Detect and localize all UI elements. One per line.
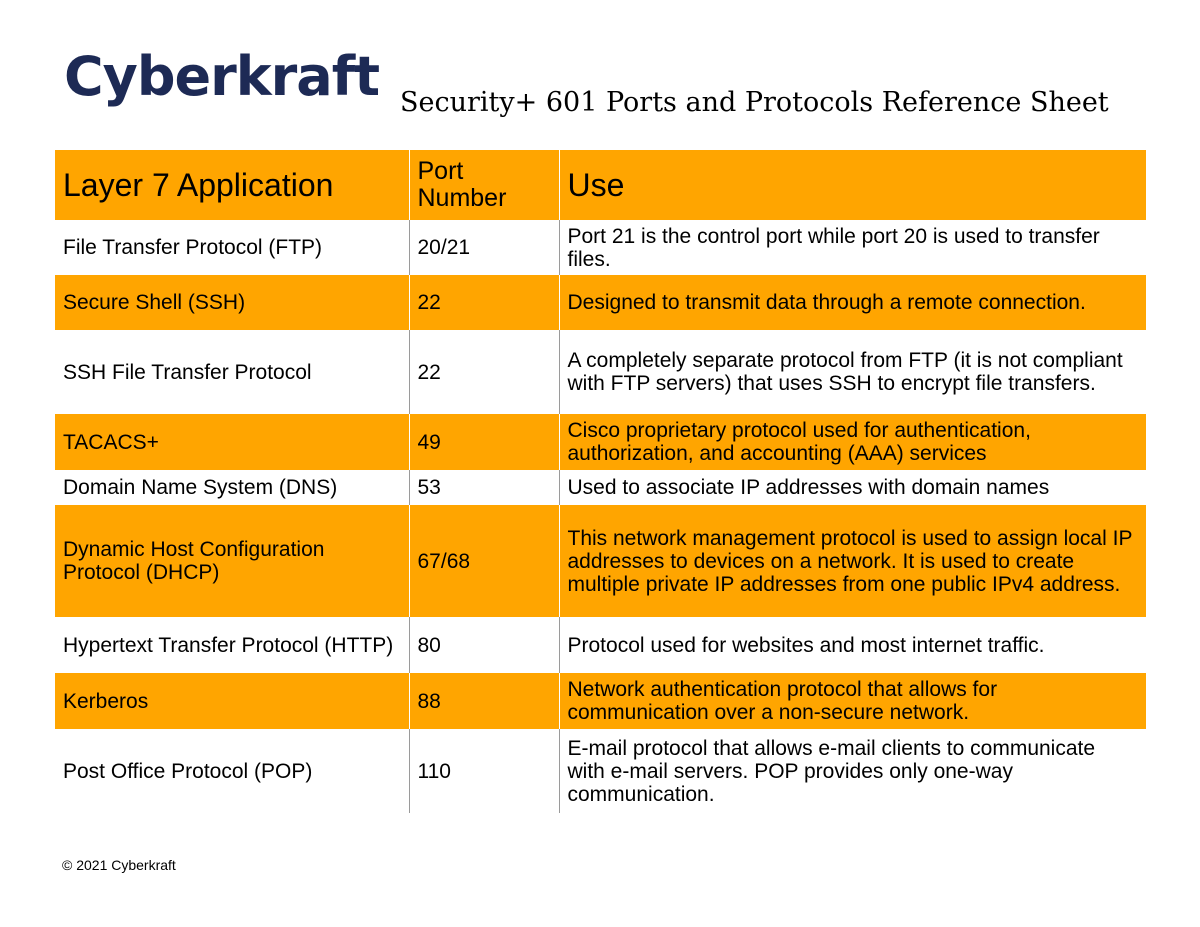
cell-port: 53: [409, 470, 559, 505]
table-row: [55, 414, 1146, 470]
cell-application: Kerberos: [55, 673, 409, 729]
cell-use: A completely separate protocol from FTP (it is not compliant with FTP servers) that uses SSH to encrypt file transfers.: [559, 330, 1146, 414]
table-row: [55, 729, 1146, 813]
cell-use: Designed to transmit data through a remote connection.: [559, 275, 1146, 330]
ports-protocols-table: [55, 150, 1146, 813]
cell-port: 88: [409, 673, 559, 729]
table-row: [55, 505, 1146, 617]
column-header-use: Use: [559, 150, 1146, 220]
cyberkraft-logo: [64, 45, 380, 108]
cell-port: 20/21: [409, 220, 559, 275]
cell-use: This network management protocol is used to assign local IP addresses to devices on a network. It is used to create multiple private IP addresses from one public IPv4 address.: [559, 505, 1146, 617]
cell-use: Port 21 is the control port while port 20 is used to transfer files.: [559, 220, 1146, 275]
cell-use: Network authentication protocol that allows for communication over a non-secure network.: [559, 673, 1146, 729]
logo-text-kraft: kraft: [235, 45, 380, 108]
page-title: Security+ 601 Ports and Protocols Reference Sheet: [400, 87, 1109, 118]
cell-application: SSH File Transfer Protocol: [55, 330, 409, 414]
column-header-port: Port Number: [409, 150, 559, 220]
logo-text-cyber: Cyber: [64, 45, 236, 108]
cell-application: Hypertext Transfer Protocol (HTTP): [55, 617, 409, 673]
table-row: [55, 275, 1146, 330]
column-header-application: Layer 7 Application: [55, 150, 409, 220]
cell-application: File Transfer Protocol (FTP): [55, 220, 409, 275]
cell-port: 49: [409, 414, 559, 470]
cell-application: Secure Shell (SSH): [55, 275, 409, 330]
cell-use: E-mail protocol that allows e-mail clients to communicate with e-mail servers. POP provides only one-way communication.: [559, 729, 1146, 813]
cell-port: 110: [409, 729, 559, 813]
cell-use: Protocol used for websites and most internet traffic.: [559, 617, 1146, 673]
table-row: [55, 617, 1146, 673]
cell-port: 22: [409, 330, 559, 414]
table-row: [55, 330, 1146, 414]
cell-application: Dynamic Host Configuration Protocol (DHCP): [55, 505, 409, 617]
cell-port: 80: [409, 617, 559, 673]
cell-use: Used to associate IP addresses with domain names: [559, 470, 1146, 505]
table-row: [55, 673, 1146, 729]
cell-application: TACACS+: [55, 414, 409, 470]
copyright-footer: © 2021 Cyberkraft: [62, 857, 176, 873]
cell-port: 67/68: [409, 505, 559, 617]
table-header-row: [55, 150, 1146, 220]
table-row: [55, 470, 1146, 505]
cell-application: Domain Name System (DNS): [55, 470, 409, 505]
cell-use: Cisco proprietary protocol used for authentication, authorization, and accounting (AAA) services: [559, 414, 1146, 470]
table-row: [55, 220, 1146, 275]
cell-application: Post Office Protocol (POP): [55, 729, 409, 813]
cell-port: 22: [409, 275, 559, 330]
